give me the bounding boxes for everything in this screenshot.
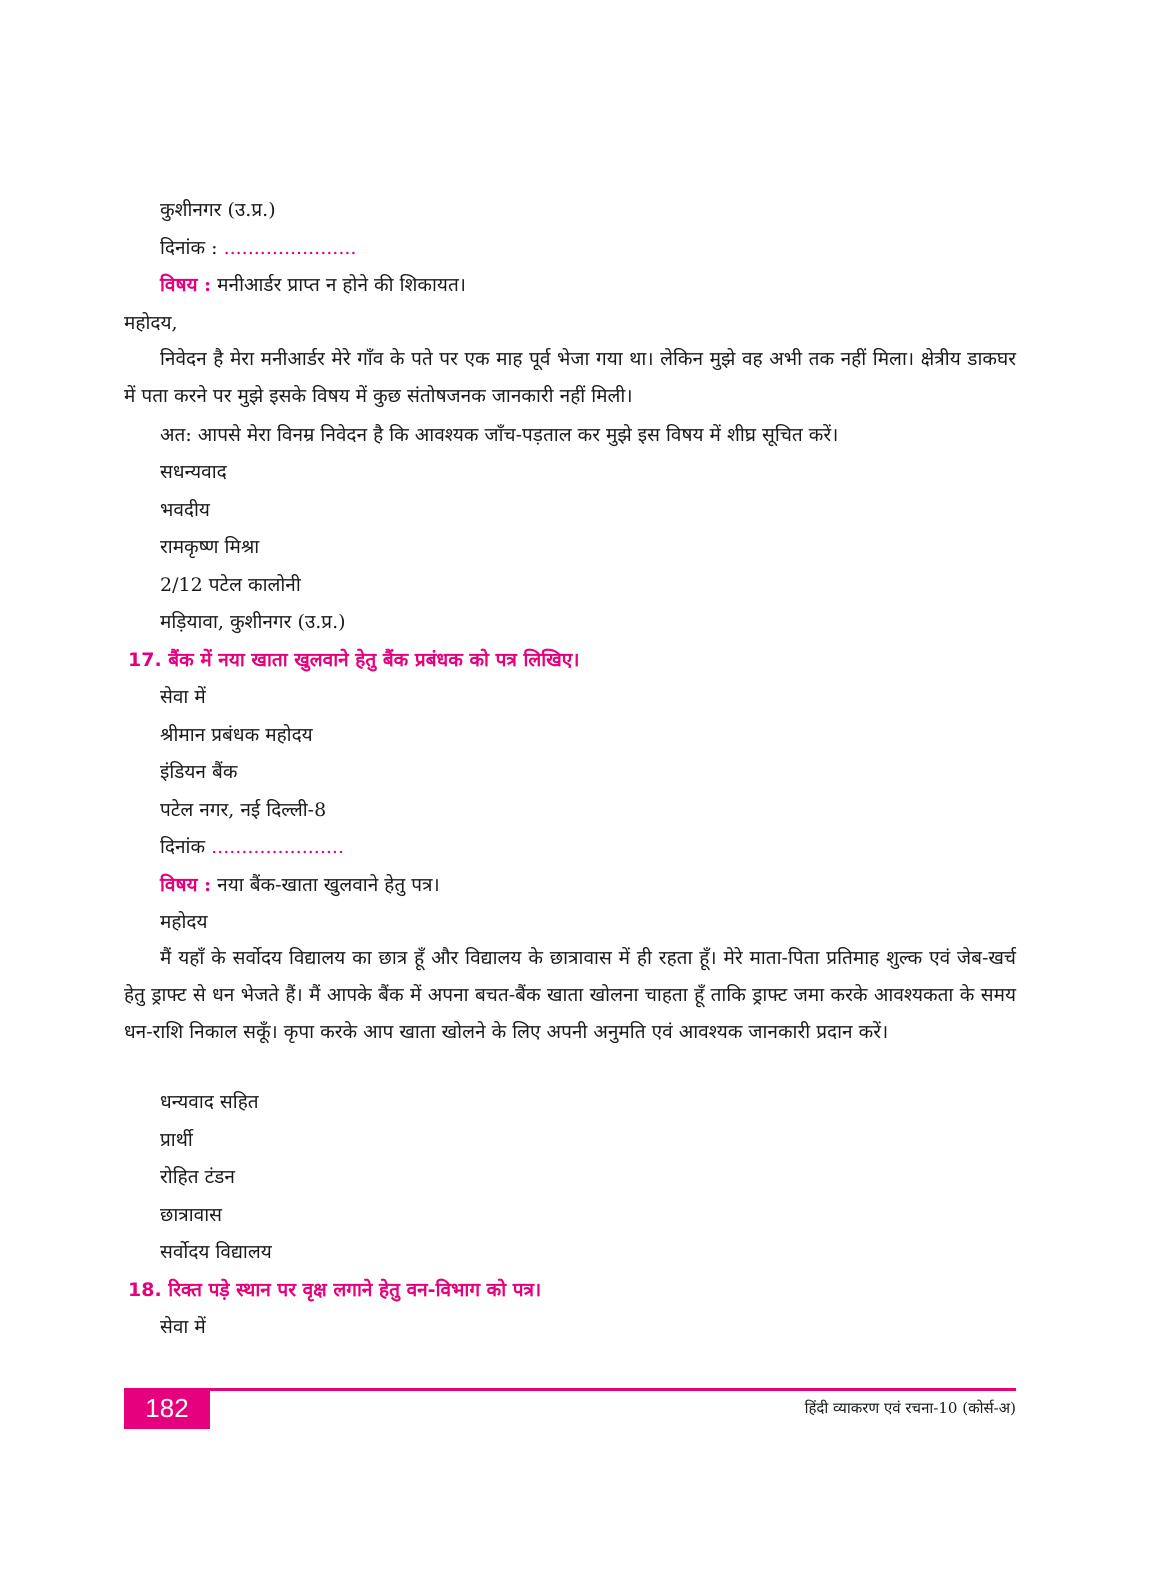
subject-label: विषय : <box>160 874 212 896</box>
sender-address-line-2: मड़ियावा, कुशीनगर (उ.प्र.) <box>160 611 346 633</box>
date-blank: ...................... <box>211 836 344 858</box>
recipient-line: श्रीमान प्रबंधक महोदय <box>160 724 313 746</box>
thanks-line: धन्यवाद सहित <box>160 1091 259 1113</box>
letter-body-paragraph: मैं यहाँ के सर्वोदय विद्यालय का छात्र हूँ और विद्यालय के छात्रावास में ही रहता हूँ। मेरे माता-पिता प्रतिमाह शुल्क एवं जेब-खर्च हेतु ड्राफ्ट से धन भेजते हैं। मैं आपके बैंक में अपना बचत-बैंक खाता खोलना चाहता हूँ ताकि ड्राफ्ट जमा करके आवश्यकता के समय धन-राशि निकाल सकूँ। कृपा करके आप खाता खोलने के लिए अपनी अनुमति एवं आवश्यक जानकारी प्रदान करें। <box>124 947 1016 1043</box>
page-number: 182 <box>124 1388 210 1429</box>
date-line <box>160 235 356 261</box>
subject-line <box>160 872 440 898</box>
question-17-heading: 17. बैंक में नया खाता खुलवाने हेतु बैंक प्रबंधक को पत्र लिखिए। <box>128 649 580 671</box>
salutation: महोदय, <box>124 312 178 334</box>
date-line <box>160 834 344 860</box>
date-label: दिनांक <box>160 836 206 858</box>
letter-body-paragraph: निवेदन है मेरा मनीआर्डर मेरे गाँव के पते पर एक माह पूर्व भेजा गया था। लेकिन मुझे वह अभी तक नहीं मिला। क्षेत्रीय डाकघर में पता करने पर मुझे इसके विषय में कुछ संतोषजनक जानकारी नहीं मिली। <box>124 348 1016 407</box>
question-18-heading: 18. रिक्त पड़े स्थान पर वृक्ष लगाने हेतु वन-विभाग को पत्र। <box>128 1279 542 1301</box>
book-title: हिंदी व्याकरण एवं रचना-10 (कोर्स-अ) <box>804 1399 1016 1417</box>
date-blank: ...................... <box>223 237 357 259</box>
date-label: दिनांक : <box>160 237 218 259</box>
subject-line <box>160 272 466 298</box>
closing-line: प्रार्थी <box>160 1129 193 1151</box>
to-line: सेवा में <box>160 1316 206 1338</box>
sender-city: कुशीनगर (उ.प्र.) <box>160 199 276 221</box>
bank-name: इंडियन बैंक <box>160 761 238 783</box>
sender-address-line-1: 2/12 पटेल कालोनी <box>160 574 301 596</box>
subject-text: मनीआर्डर प्राप्त न होने की शिकायत। <box>217 274 466 296</box>
sender-address-line-2: सर्वोदय विद्यालय <box>160 1241 272 1263</box>
sender-name: रोहित टंडन <box>160 1166 235 1188</box>
sender-address-line-1: छात्रावास <box>160 1204 222 1226</box>
sender-name: रामकृष्ण मिश्रा <box>160 536 260 558</box>
to-line: सेवा में <box>160 686 206 708</box>
subject-label: विषय : <box>160 274 212 296</box>
bank-address: पटेल नगर, नई दिल्ली-8 <box>160 799 327 821</box>
footer-rule <box>124 1388 1016 1391</box>
thanks-line: सधन्यवाद <box>160 461 227 483</box>
subject-text: नया बैंक-खाता खुलवाने हेतु पत्र। <box>217 874 440 896</box>
salutation: महोदय <box>160 911 208 933</box>
closing-line: भवदीय <box>160 499 210 521</box>
letter-request-line: अत: आपसे मेरा विनम्र निवेदन है कि आवश्यक जाँच-पड़ताल कर मुझे इस विषय में शीघ्र सूचित करें। <box>160 424 839 446</box>
